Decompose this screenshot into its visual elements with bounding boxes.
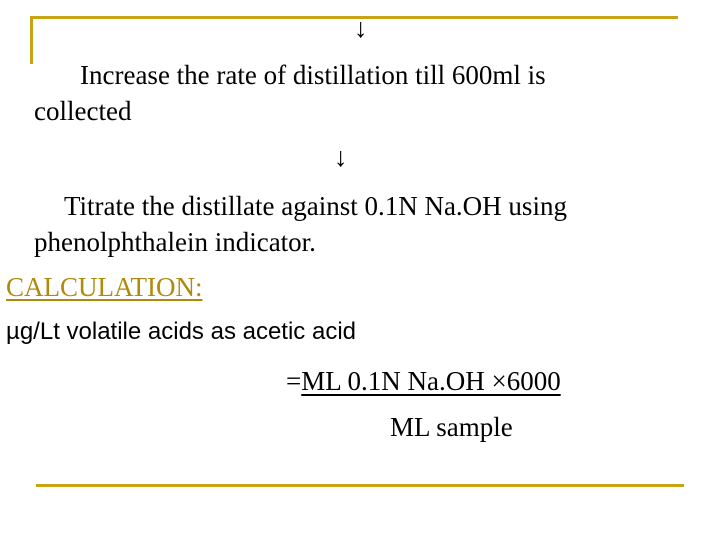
formula-label: µg/Lt volatile acids as acetic acid	[6, 318, 357, 345]
frame-bottom-rule	[36, 484, 684, 487]
frame-left-rule	[30, 16, 33, 64]
step-titrate-line2: phenolphthalein indicator.	[34, 227, 316, 257]
formula-numerator-row	[286, 365, 561, 397]
formula-equals-sign: =	[286, 366, 302, 396]
down-arrow-icon: ↓	[354, 13, 368, 43]
step-increase-rate-line1: Increase the rate of distillation till 600ml is	[80, 60, 546, 90]
step-increase-rate-line2: collected	[34, 96, 132, 126]
down-arrow-icon: ↓	[334, 142, 348, 172]
calculation-heading: CALCULATION:	[6, 272, 203, 302]
step-titrate-line1: Titrate the distillate against 0.1N Na.OH using	[64, 191, 567, 221]
formula-denominator: ML sample	[390, 412, 513, 442]
formula-numerator: ML 0.1N Na.OH ×6000	[301, 366, 561, 396]
